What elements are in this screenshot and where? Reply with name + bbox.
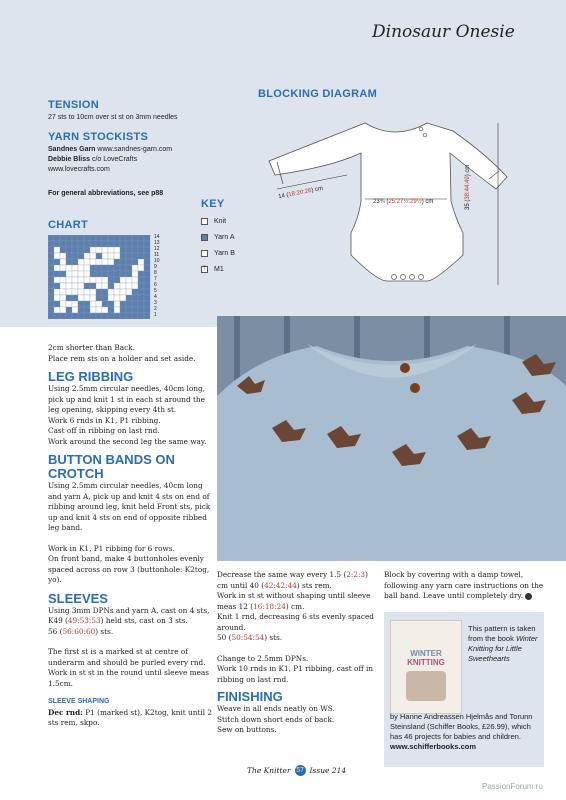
chart-cell xyxy=(54,247,60,253)
column-3: Block by covering with a damp towel, following any yarn care instructions on the ball band. Leave until completely dry. xyxy=(384,570,544,600)
chart-cell xyxy=(66,235,72,241)
chart-row-number: 13 xyxy=(154,240,160,246)
chart-cell xyxy=(132,301,138,307)
chart-cell xyxy=(54,313,60,319)
chart-cell xyxy=(126,277,132,283)
chart-cell xyxy=(90,265,96,271)
chart-cell xyxy=(108,301,114,307)
chart-cell xyxy=(54,277,60,283)
chart-cell xyxy=(54,307,60,313)
chart-cell xyxy=(102,241,108,247)
chart-cell xyxy=(114,235,120,241)
chart-cell xyxy=(84,253,90,259)
chart-cell xyxy=(108,259,114,265)
chart-cell xyxy=(126,313,132,319)
chart-cell xyxy=(144,313,150,319)
chart-cell xyxy=(120,241,126,247)
chart-row-number: 6 xyxy=(154,282,157,288)
chart-cell xyxy=(66,247,72,253)
chart-cell xyxy=(108,307,114,313)
chart-cell xyxy=(144,235,150,241)
chart-cell xyxy=(54,271,60,277)
chart-cell xyxy=(60,235,66,241)
chart-cell xyxy=(96,235,102,241)
chart-cell xyxy=(66,265,72,271)
chart-cell xyxy=(78,289,84,295)
sleeve-length-label: 14 (18:20:26) cm xyxy=(277,185,324,201)
chart-cell xyxy=(114,247,120,253)
chart-cell xyxy=(54,265,60,271)
colorwork-chart xyxy=(48,235,152,323)
chart-cell xyxy=(84,271,90,277)
chart-cell xyxy=(114,265,120,271)
promo-text-b: by Hanne Andreassen Hjelmås and Torunn Steinsland (Schiffer Books, £26.99), which has 46 projects for babies and children. www.schifferbooks.com xyxy=(390,712,533,751)
chart-cell xyxy=(66,253,72,259)
chart-cell xyxy=(96,307,102,313)
chart-row-number: 14 xyxy=(154,234,160,240)
chart-row-number: 12 xyxy=(154,246,160,252)
chart-cell xyxy=(102,265,108,271)
chart-cell xyxy=(120,259,126,265)
chart-cell xyxy=(138,295,144,301)
chart-cell xyxy=(54,301,60,307)
length-label: 35 (38:44:49) cm xyxy=(465,164,471,210)
chart-cell xyxy=(54,295,60,301)
chart-cell xyxy=(126,295,132,301)
chart-cell xyxy=(120,307,126,313)
chart-row-number: 2 xyxy=(154,306,157,312)
chart-cell xyxy=(84,235,90,241)
chart-cell xyxy=(144,283,150,289)
chart-row-number: 9 xyxy=(154,264,157,270)
chart-cell xyxy=(120,313,126,319)
chart-cell xyxy=(120,277,126,283)
chart-cell xyxy=(126,241,132,247)
chart-cell xyxy=(48,265,54,271)
chart-cell xyxy=(138,241,144,247)
chart-cell xyxy=(132,265,138,271)
chart-cell xyxy=(96,241,102,247)
chart-cell xyxy=(126,247,132,253)
chart-cell xyxy=(138,277,144,283)
chart-cell xyxy=(48,307,54,313)
chart-cell xyxy=(90,235,96,241)
chart-cell xyxy=(84,289,90,295)
chart-cell xyxy=(96,259,102,265)
chart-cell xyxy=(84,265,90,271)
chart-cell xyxy=(90,241,96,247)
chart-cell xyxy=(90,313,96,319)
yarn-stockists: Sandnes Garn www.sandnes-garn.com Debbie Bliss c/o LoveCrafts www.lovecrafts.com xyxy=(48,146,173,173)
chart-cell xyxy=(108,241,114,247)
chart-cell xyxy=(84,247,90,253)
chart-cell xyxy=(138,289,144,295)
footer: The Knitter 57 Issue 214 xyxy=(247,766,347,775)
chart-cell xyxy=(114,301,120,307)
chart-cell xyxy=(72,289,78,295)
chart-cell xyxy=(102,253,108,259)
chart-cell xyxy=(84,295,90,301)
chart-cell xyxy=(108,271,114,277)
chart-cell xyxy=(78,253,84,259)
chart-cell xyxy=(72,271,78,277)
chart-cell xyxy=(78,313,84,319)
page-title: Dinosaur Onesie xyxy=(372,22,515,42)
chart-cell xyxy=(108,295,114,301)
key-knit: Knit xyxy=(201,218,235,225)
chart-cell xyxy=(126,265,132,271)
chart-cell xyxy=(72,247,78,253)
button-bands-heading: BUTTON BANDS ON CROTCH xyxy=(48,452,175,481)
chart-cell xyxy=(138,313,144,319)
chart-cell xyxy=(102,259,108,265)
chart-cell xyxy=(108,265,114,271)
chart-cell xyxy=(102,277,108,283)
page-number: 57 xyxy=(296,767,304,774)
sleeves-heading: SLEEVES xyxy=(48,590,108,606)
chart-row-number: 4 xyxy=(154,294,157,300)
chart-cell xyxy=(48,295,54,301)
chart-cell xyxy=(102,295,108,301)
chart-cell xyxy=(54,241,60,247)
blocking-diagram xyxy=(255,105,515,320)
chart-cell xyxy=(120,253,126,259)
chart-cell xyxy=(66,307,72,313)
chart-cell xyxy=(132,289,138,295)
chart-cell xyxy=(48,277,54,283)
chart-cell xyxy=(72,259,78,265)
chart-cell xyxy=(60,253,66,259)
chart-cell xyxy=(48,253,54,259)
chart-row-number: 8 xyxy=(154,270,157,276)
chart-cell xyxy=(72,277,78,283)
chart-cell xyxy=(114,271,120,277)
chart-cell xyxy=(132,259,138,265)
chart-cell xyxy=(48,301,54,307)
chart-cell xyxy=(126,253,132,259)
chart-cell xyxy=(84,241,90,247)
chart-cell xyxy=(120,289,126,295)
tension-heading: TENSION xyxy=(48,99,99,111)
chart-cell xyxy=(144,307,150,313)
chart-cell xyxy=(78,259,84,265)
chart-heading: CHART xyxy=(48,219,88,231)
chart-cell xyxy=(66,295,72,301)
chart-cell xyxy=(102,283,108,289)
chart-grid xyxy=(48,235,152,319)
promo-text-a: This pattern is taken from the book Winter Knitting for Little Sweethearts xyxy=(468,624,538,663)
chart-cell xyxy=(108,253,114,259)
sleeve-shaping-heading: SLEEVE SHAPING xyxy=(48,698,110,705)
key-m1: ᛉ M1 xyxy=(202,266,224,273)
chart-cell xyxy=(72,235,78,241)
chart-cell xyxy=(96,271,102,277)
chart-cell xyxy=(126,283,132,289)
chart-cell xyxy=(72,295,78,301)
key-yarn-b: Yarn B xyxy=(201,250,235,257)
chart-cell xyxy=(54,283,60,289)
chart-cell xyxy=(90,259,96,265)
chart-cell xyxy=(114,259,120,265)
chart-cell xyxy=(138,247,144,253)
chart-cell xyxy=(144,271,150,277)
book-cover: WINTER KNITTING xyxy=(390,620,462,714)
chart-cell xyxy=(48,271,54,277)
chart-cell xyxy=(138,259,144,265)
chart-cell xyxy=(72,307,78,313)
chart-cell xyxy=(108,247,114,253)
chart-cell xyxy=(132,235,138,241)
chart-cell xyxy=(132,313,138,319)
tension-text: 27 sts to 10cm over st st on 3mm needles xyxy=(48,114,178,121)
end-mark-icon xyxy=(525,593,532,600)
chart-row-number: 7 xyxy=(154,276,157,282)
chart-cell xyxy=(114,283,120,289)
swatch-yarn-a xyxy=(201,234,208,241)
leg-ribbing-heading: LEG RIBBING xyxy=(48,369,134,384)
chart-cell xyxy=(144,295,150,301)
chart-cell xyxy=(66,313,72,319)
chart-cell xyxy=(96,295,102,301)
chart-cell xyxy=(108,277,114,283)
chart-cell xyxy=(60,307,66,313)
chart-cell xyxy=(78,265,84,271)
chart-cell xyxy=(78,301,84,307)
chart-cell xyxy=(54,253,60,259)
chart-cell xyxy=(108,289,114,295)
chart-cell xyxy=(102,247,108,253)
chart-cell xyxy=(120,295,126,301)
chart-cell xyxy=(132,271,138,277)
chart-cell xyxy=(96,277,102,283)
chart-row-number: 10 xyxy=(154,258,160,264)
chart-cell xyxy=(126,271,132,277)
chart-cell xyxy=(54,289,60,295)
chart-cell xyxy=(48,313,54,319)
chart-cell xyxy=(66,241,72,247)
chart-cell xyxy=(96,283,102,289)
chart-cell xyxy=(60,283,66,289)
chart-cell xyxy=(48,283,54,289)
chart-cell xyxy=(138,271,144,277)
chart-cell xyxy=(90,283,96,289)
chart-cell xyxy=(96,253,102,259)
chart-cell xyxy=(60,295,66,301)
chart-cell xyxy=(84,283,90,289)
chart-cell xyxy=(78,307,84,313)
sweater-illustration xyxy=(217,316,566,561)
chart-cell xyxy=(54,235,60,241)
chart-cell xyxy=(102,271,108,277)
chart-cell xyxy=(60,301,66,307)
width-label: 23¾ (25:27½:29½) cm xyxy=(373,199,434,205)
chart-cell xyxy=(108,313,114,319)
chart-cell xyxy=(120,247,126,253)
m1-icon: ᛉ xyxy=(202,266,207,272)
chart-cell xyxy=(48,241,54,247)
chart-cell xyxy=(114,253,120,259)
chart-cell xyxy=(96,301,102,307)
chart-cell xyxy=(66,259,72,265)
chart-cell xyxy=(108,283,114,289)
chart-cell xyxy=(114,241,120,247)
book-promo xyxy=(384,612,544,767)
chart-row-number: 3 xyxy=(154,300,157,306)
chart-cell xyxy=(120,271,126,277)
chart-cell xyxy=(144,265,150,271)
chart-cell xyxy=(114,313,120,319)
chart-cell xyxy=(78,235,84,241)
chart-row-number: 5 xyxy=(154,288,157,294)
blocking-heading: BLOCKING DIAGRAM xyxy=(258,88,378,100)
chart-cell xyxy=(96,265,102,271)
chart-cell xyxy=(48,235,54,241)
chart-cell xyxy=(78,283,84,289)
chart-cell xyxy=(114,277,120,283)
chart-cell xyxy=(60,289,66,295)
chart-cell xyxy=(66,283,72,289)
chart-cell xyxy=(102,289,108,295)
chart-cell xyxy=(78,241,84,247)
chart-cell xyxy=(72,313,78,319)
chart-cell xyxy=(114,289,120,295)
chart-cell xyxy=(60,259,66,265)
chart-cell xyxy=(90,307,96,313)
chart-cell xyxy=(102,301,108,307)
onesie-photo xyxy=(217,316,566,561)
chart-cell xyxy=(60,271,66,277)
chart-cell xyxy=(72,265,78,271)
chart-cell xyxy=(132,247,138,253)
chart-cell xyxy=(138,265,144,271)
column-2: Decrease the same way every 1.5 (2:2:3) cm until 40 (42:42:44) sts rem. Work in st st without shaping until sleeve meas 12 (16:18:24) cm. Knit 1 rnd, decreasing 6 sts evenly spaced around. 50 (50:54:54) sts. Change to 2.5mm DPNs. Work 10 rnds in K1, P1 ribbing, cast off in ribbing on last rnd. FINISHING Weave in all ends neatly on WS. Stitch down short ends of back. Sew on buttons. xyxy=(217,570,377,736)
chart-cell xyxy=(78,247,84,253)
chart-cell xyxy=(60,313,66,319)
chart-cell xyxy=(120,265,126,271)
key-legend xyxy=(201,218,235,282)
chart-cell xyxy=(72,283,78,289)
chart-cell xyxy=(78,295,84,301)
swatch-knit xyxy=(201,218,208,225)
chart-cell xyxy=(102,313,108,319)
chart-cell xyxy=(132,283,138,289)
chart-cell xyxy=(90,289,96,295)
chart-cell xyxy=(144,253,150,259)
chart-row-number: 1 xyxy=(154,312,157,318)
chart-cell xyxy=(90,247,96,253)
chart-cell xyxy=(126,301,132,307)
chart-cell xyxy=(60,241,66,247)
chart-cell xyxy=(78,271,84,277)
chart-cell xyxy=(138,253,144,259)
chart-cell xyxy=(84,301,90,307)
chart-cell xyxy=(144,277,150,283)
chart-cell xyxy=(96,313,102,319)
chart-cell xyxy=(102,235,108,241)
chart-row-numbers xyxy=(154,235,160,319)
chart-cell xyxy=(144,241,150,247)
chart-cell xyxy=(78,277,84,283)
chart-cell xyxy=(126,289,132,295)
chart-cell xyxy=(48,289,54,295)
chart-cell xyxy=(138,235,144,241)
chart-cell xyxy=(120,283,126,289)
chart-cell xyxy=(120,235,126,241)
chart-cell xyxy=(90,301,96,307)
yarn-heading: YARN STOCKISTS xyxy=(48,131,149,143)
chart-cell xyxy=(120,301,126,307)
chart-cell xyxy=(66,301,72,307)
chart-cell xyxy=(66,271,72,277)
chart-cell xyxy=(90,295,96,301)
chart-cell xyxy=(96,247,102,253)
chart-cell xyxy=(66,277,72,283)
abbrev-note: For general abbreviations, see p88 xyxy=(48,190,164,197)
chart-cell xyxy=(144,289,150,295)
chart-cell xyxy=(114,295,120,301)
key-yarn-a: Yarn A xyxy=(201,234,235,241)
chart-cell xyxy=(132,253,138,259)
chart-cell xyxy=(108,235,114,241)
chart-cell xyxy=(132,241,138,247)
chart-cell xyxy=(96,289,102,295)
chart-cell xyxy=(126,259,132,265)
chart-cell xyxy=(54,259,60,265)
chart-cell xyxy=(72,241,78,247)
column-1: 2cm shorter than Back. Place rem sts on a holder and set aside. LEG RIBBING Using 2.5mm circular needles, 40cm long, pick up and knit 1 st in each st around the leg opening, skipping every 4th st. Work 6 rnds in K1, P1 ribbing. Cast off in ribbing on last rnd. Work around the second leg the same way. BUTTON BANDS ON CROTCH Using 2.5mm circular needles, 40cm long and yarn A, pick up and knit 4 sts on end of ribbing around leg, knit held Front sts, pick up and knit 4 sts on end of opposite ribbed leg band. Work in K1, P1 ribbing for 6 rows. On front band, make 4 buttonholes evenly spaced across on row 3 (buttonhole: K2tog, yo). SLEEVES Using 3mm DPNs and yarn A, cast on 4 sts, K49 (49:53:53) held sts, cast on 3 sts. 56 (56:60:60) sts. The first st is a marked st at centre of underarm and should be purled every rnd. Work in st st in the round until sleeve meas 1.5cm. SLEEVE SHAPING Dec rnd: P1 (marked st), K2tog, knit until 2 sts rem, skpo. xyxy=(48,343,212,727)
chart-cell xyxy=(138,301,144,307)
chart-cell xyxy=(66,289,72,295)
chart-cell xyxy=(144,247,150,253)
chart-cell xyxy=(60,265,66,271)
chart-cell xyxy=(126,307,132,313)
publisher-link[interactable]: www.schifferbooks.com xyxy=(390,742,476,751)
chart-cell xyxy=(84,277,90,283)
chart-cell xyxy=(60,247,66,253)
chart-cell xyxy=(102,307,108,313)
chart-cell xyxy=(138,283,144,289)
finishing-heading: FINISHING xyxy=(217,689,283,704)
chart-cell xyxy=(48,247,54,253)
chart-cell xyxy=(138,307,144,313)
chart-cell xyxy=(84,307,90,313)
chart-cell xyxy=(132,277,138,283)
chart-cell xyxy=(144,259,150,265)
chart-cell xyxy=(84,259,90,265)
chart-cell xyxy=(144,301,150,307)
chart-cell xyxy=(84,313,90,319)
swatch-yarn-b xyxy=(201,250,208,257)
chart-cell xyxy=(114,307,120,313)
chart-cell xyxy=(90,277,96,283)
chart-cell xyxy=(48,259,54,265)
chart-cell xyxy=(72,253,78,259)
chart-cell xyxy=(60,277,66,283)
chart-cell xyxy=(90,253,96,259)
chart-cell xyxy=(72,301,78,307)
chart-row-number: 11 xyxy=(154,252,160,258)
watermark: PassionForum.ru xyxy=(482,782,543,791)
chart-cell xyxy=(132,295,138,301)
key-heading: KEY xyxy=(201,198,225,210)
chart-cell xyxy=(90,271,96,277)
chart-cell xyxy=(132,307,138,313)
chart-cell xyxy=(126,235,132,241)
